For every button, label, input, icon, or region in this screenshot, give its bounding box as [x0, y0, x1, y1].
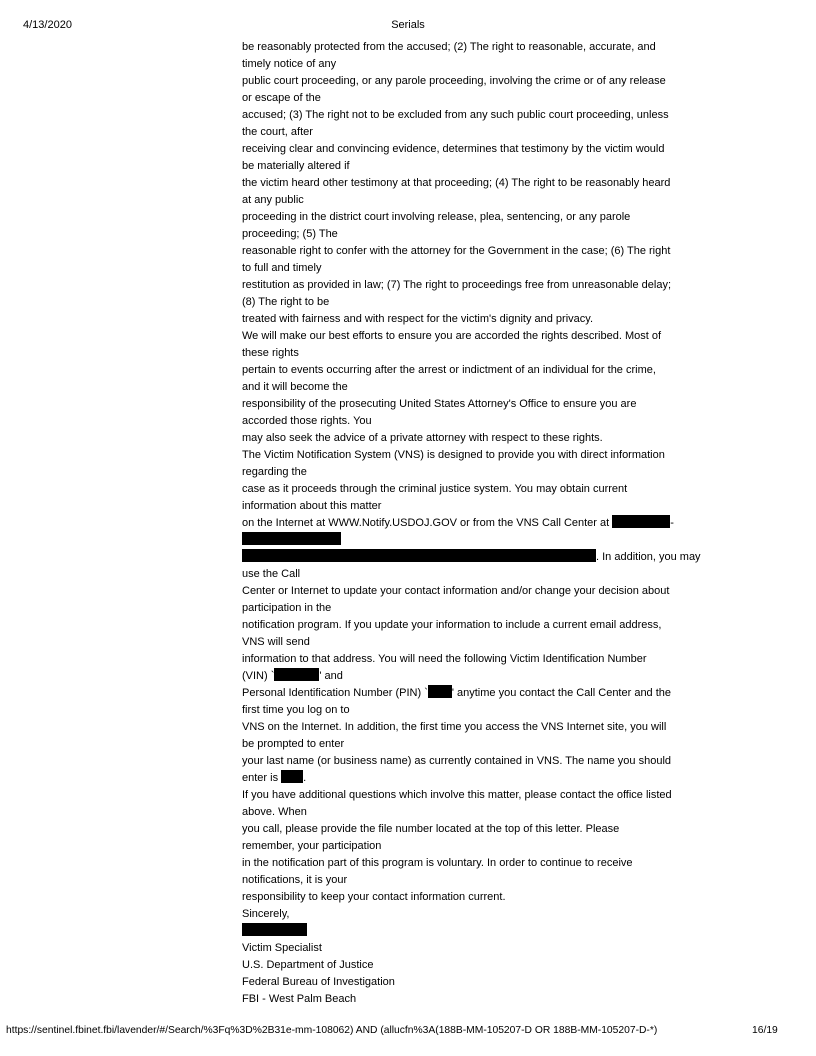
letter-line: VNS on the Internet. In addition, the first time you access the VNS Internet site, you will [242, 721, 667, 733]
letter-line: notification program. If you update your information to include a current email address, [242, 619, 662, 631]
redaction-block [428, 685, 452, 698]
letter-line: notifications, it is your [242, 874, 348, 886]
letter-body [242, 39, 717, 1008]
letter-line: VNS will send [242, 636, 310, 648]
letter-line: Sincerely, [242, 908, 290, 920]
letter-line: case as it proceeds through the criminal justice system. You may obtain current [242, 483, 628, 495]
letter-line: these rights [242, 347, 299, 359]
letter-line: above. When [242, 806, 307, 818]
redaction-block [612, 515, 670, 528]
redaction-block [281, 770, 303, 783]
vin-line [242, 668, 717, 685]
letter-line: first time you log on to [242, 704, 350, 716]
redaction-block [274, 668, 319, 681]
letter-line: your last name (or business name) as currently contained in VNS. The name you should [242, 755, 672, 767]
page-title: Serials [391, 19, 425, 31]
pin-line [242, 685, 717, 702]
footer-url: https://sentinel.fbinet.fbi/lavender/#/Search/%3Fq%3D%2B31e-mm-108062) AND (allucfn%3A(188B-MM-105207-D OR 188B-MM-105207-D-*) [6, 1025, 658, 1036]
letter-line: the victim heard other testimony at that proceeding; (4) The right to be reasonably heard [242, 177, 671, 189]
signature-line: FBI - West Palm Beach [242, 993, 357, 1005]
letter-text: . [303, 772, 307, 784]
signature-redaction-line [242, 923, 717, 940]
letter-text: . In addition, you may [596, 551, 701, 563]
letter-line: timely notice of any [242, 58, 337, 70]
letter-line: We will make our best efforts to ensure you are accorded the rights described. Most of [242, 330, 662, 342]
letter-line: in the notification part of this program is voluntary. In order to continue to receive [242, 857, 633, 869]
letter-line: to full and timely [242, 262, 322, 274]
signature-line: Victim Specialist [242, 942, 322, 954]
letter-line: or escape of the [242, 92, 321, 104]
signature-line: U.S. Department of Justice [242, 959, 374, 971]
redaction-line [242, 532, 717, 549]
page-number: 16/19 [752, 1025, 778, 1036]
letter-line: responsibility of the prosecuting United States Attorney's Office to ensure you are [242, 398, 637, 410]
letter-text: - [670, 517, 674, 529]
name-line [242, 770, 717, 787]
letter-line: and it will become the [242, 381, 348, 393]
letter-line: reasonable right to confer with the attorney for the Government in the case; (6) The right [242, 245, 671, 257]
letter-line: proceeding; (5) The [242, 228, 338, 240]
letter-line: treated with fairness and with respect for the victim's dignity and privacy. [242, 313, 593, 325]
redaction-block [242, 549, 596, 562]
redaction-block [242, 923, 307, 936]
letter-line: accorded those rights. You [242, 415, 372, 427]
letter-line: accused; (3) The right not to be excluded from any such public court proceeding, unless [242, 109, 669, 121]
letter-line: participation in the [242, 602, 332, 614]
letter-line: the court, after [242, 126, 313, 138]
letter-line: Center or Internet to update your contact information and/or change your decision about [242, 585, 670, 597]
letter-line: use the Call [242, 568, 301, 580]
letter-line: public court proceeding, or any parole proceeding, involving the crime or of any release [242, 75, 666, 87]
letter-text: (VIN) ` [242, 670, 275, 682]
letter-line: restitution as provided in law; (7) The right to proceedings free from unreasonable delay; [242, 279, 672, 291]
letter-line: at any public [242, 194, 304, 206]
letter-line: responsibility to keep your contact information current. [242, 891, 506, 903]
letter-text: ' and [319, 670, 343, 682]
letter-line: information about this matter [242, 500, 382, 512]
letter-line: be prompted to enter [242, 738, 345, 750]
letter-line: be materially altered if [242, 160, 350, 172]
letter-line: If you have additional questions which involve this matter, please contact the office listed [242, 789, 672, 801]
redaction-block [242, 532, 341, 545]
letter-text: on the Internet at WWW.Notify.USDOJ.GOV or from the VNS Call Center at [242, 517, 613, 529]
letter-line: pertain to events occurring after the arrest or indictment of an individual for the crime, [242, 364, 656, 376]
signature-line: Federal Bureau of Investigation [242, 976, 395, 988]
letter-line: regarding the [242, 466, 307, 478]
letter-text: Personal Identification Number (PIN) ` [242, 687, 428, 699]
letter-line [242, 549, 717, 566]
letter-line: be reasonably protected from the accused; (2) The right to reasonable, accurate, and [242, 41, 656, 53]
letter-line: The Victim Notification System (VNS) is designed to provide you with direct information [242, 449, 665, 461]
letter-line: you call, please provide the file number located at the top of this letter. Please [242, 823, 620, 835]
letter-line: (8) The right to be [242, 296, 330, 308]
letter-text: enter is [242, 772, 282, 784]
letter-line: may also seek the advice of a private attorney with respect to these rights. [242, 432, 603, 444]
letter-line: proceeding in the district court involving release, plea, sentencing, or any parole [242, 211, 631, 223]
vns-call-center-line [242, 515, 717, 532]
letter-line: receiving clear and convincing evidence, determines that testimony by the victim would [242, 143, 665, 155]
letter-line: remember, your participation [242, 840, 382, 852]
print-date: 4/13/2020 [23, 19, 72, 31]
letter-line: information to that address. You will need the following Victim Identification Number [242, 653, 647, 665]
letter-text: ' anytime you contact the Call Center and the [451, 687, 672, 699]
